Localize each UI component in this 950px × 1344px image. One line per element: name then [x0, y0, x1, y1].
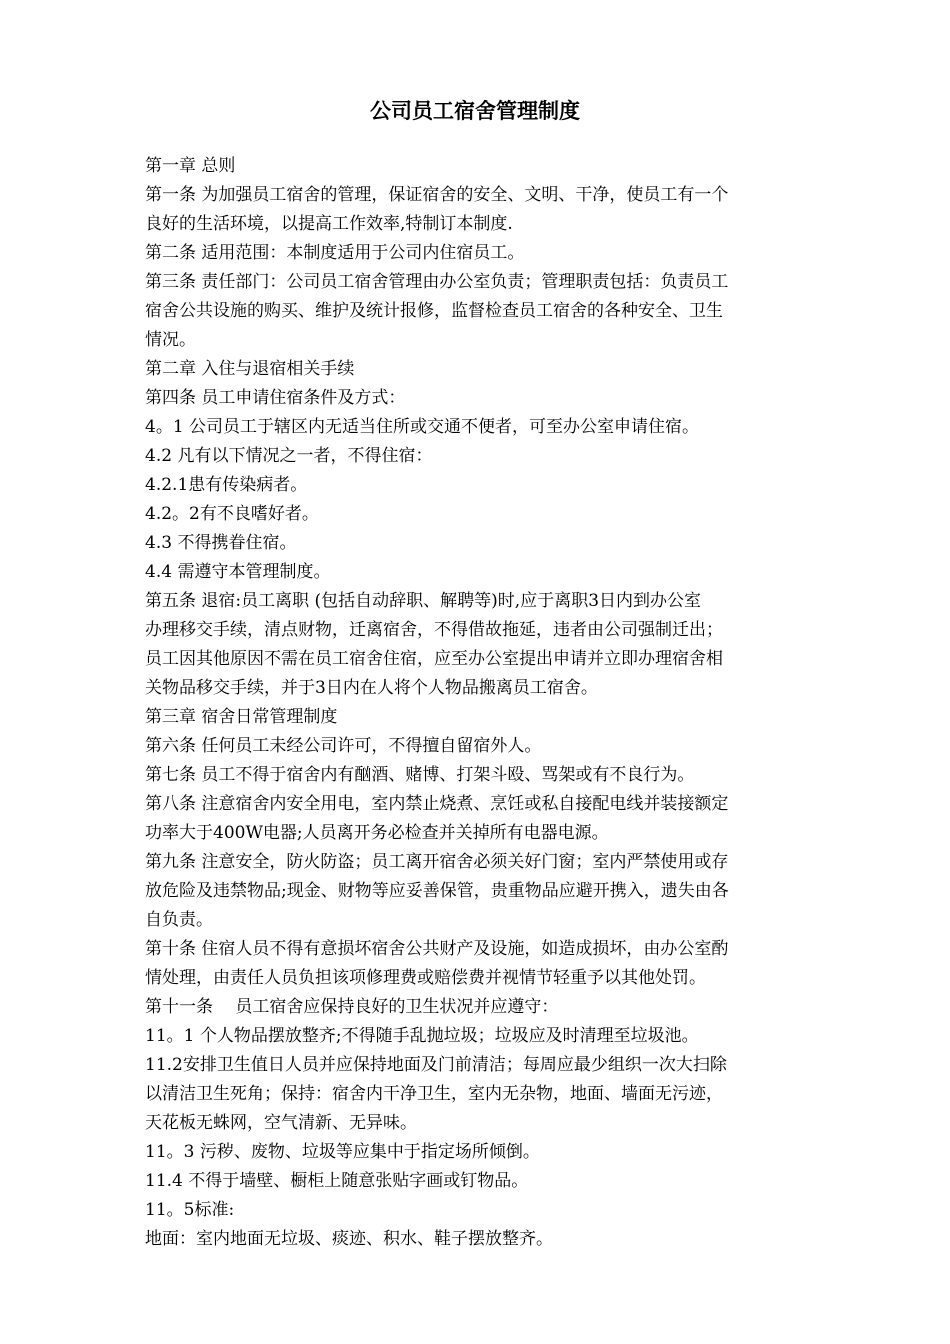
text-line: 11。1 个人物品摆放整齐;不得随手乱抛垃圾；垃圾应及时清理至垃圾池。	[145, 1026, 699, 1046]
text-line: 第三条 责任部门：公司员工宿舍管理由办公室负责；管理职责包括：负责员工	[145, 272, 729, 292]
text-line: 良好的生活环境，以提高工作效率,特制订本制度.	[145, 214, 513, 234]
text-line: 宿舍公共设施的购买、维护及统计报修，监督检查员工宿舍的各种安全、卫生	[145, 301, 723, 321]
text-line: 第五条 退宿:员工离职 (包括自动辞职、解聘等)时,应于离职3日内到办公室	[145, 591, 702, 611]
text-line: 第一章 总则	[145, 156, 236, 176]
text-line: 情处理，由责任人员负担该项修理费或赔偿费并视情节轻重予以其他处罚。	[145, 968, 706, 988]
text-line: 天花板无蛛网，空气清新、无异味。	[145, 1113, 417, 1133]
text-line: 第十一条 员工宿舍应保持良好的卫生状况并应遵守：	[145, 997, 559, 1017]
text-line: 11。5标准:	[145, 1200, 235, 1220]
text-line: 自负责。	[145, 910, 213, 930]
text-line: 4。1 公司员工于辖区内无适当住所或交通不便者，可至办公室申请住宿。	[145, 417, 700, 437]
text-line: 4.2.1患有传染病者。	[145, 475, 308, 495]
text-line: 4.3 不得携眷住宿。	[145, 533, 297, 553]
text-line: 第九条 注意安全，防火防盗；员工离开宿舍必须关好门窗；室内严禁使用或存	[145, 852, 729, 872]
document-body	[145, 152, 810, 1254]
text-line: 功率大于400W电器;人员离开务必检查并关掉所有电器电源。	[145, 823, 609, 843]
document-title: 公司员工宿舍管理制度	[370, 99, 580, 123]
text-line: 第七条 员工不得于宿舍内有酗酒、赌博、打架斗殴、骂架或有不良行为。	[145, 765, 695, 785]
text-line: 11。3 污秽、废物、垃圾等应集中于指定场所倾倒。	[145, 1142, 540, 1162]
text-line: 11.4 不得于墙壁、橱柜上随意张贴字画或钉物品。	[145, 1171, 529, 1191]
text-line: 以清洁卫生死角；保持：宿舍内干净卫生，室内无杂物，地面、墙面无污迹，	[145, 1084, 723, 1104]
text-line: 第二条 适用范围：本制度适用于公司内住宿员工。	[145, 243, 525, 263]
text-line: 11.2安排卫生值日人员并应保持地面及门前清洁；每周应最少组织一次大扫除	[145, 1055, 727, 1075]
text-line: 第八条 注意宿舍内安全用电，室内禁止烧煮、烹饪或私自接配电线并装接额定	[145, 794, 729, 814]
text-line: 办理移交手续，清点财物，迁离宿舍，不得借故拖延，违者由公司强制迁出；	[145, 620, 723, 640]
text-line: 第四条 员工申请住宿条件及方式：	[145, 388, 406, 408]
text-line: 第二章 入住与退宿相关手续	[145, 359, 355, 379]
text-line: 第六条 任何员工未经公司许可，不得擅自留宿外人。	[145, 736, 542, 756]
text-line: 第一条 为加强员工宿舍的管理，保证宿舍的安全、文明、干净，使员工有一个	[145, 185, 729, 205]
text-line: 4.2。2有不良嗜好者。	[145, 504, 319, 524]
text-line: 4.2 凡有以下情况之一者，不得住宿：	[145, 446, 433, 466]
text-line: 情况。	[145, 330, 196, 350]
text-line: 第十条 住宿人员不得有意损坏宿舍公共财产及设施，如造成损坏，由办公室酌	[145, 939, 729, 959]
text-line: 地面：室内地面无垃圾、痰迹、积水、鞋子摆放整齐。	[145, 1229, 553, 1249]
text-line: 放危险及违禁物品;现金、财物等应妥善保管，贵重物品应避开携入，遗失由各	[145, 881, 729, 901]
text-line: 第三章 宿舍日常管理制度	[145, 707, 338, 727]
text-line: 员工因其他原因不需在员工宿舍住宿，应至办公室提出申请并立即办理宿舍相	[145, 649, 723, 669]
text-line: 4.4 需遵守本管理制度。	[145, 562, 331, 582]
text-line: 关物品移交手续，并于3日内在人将个人物品搬离员工宿舍。	[145, 678, 598, 698]
